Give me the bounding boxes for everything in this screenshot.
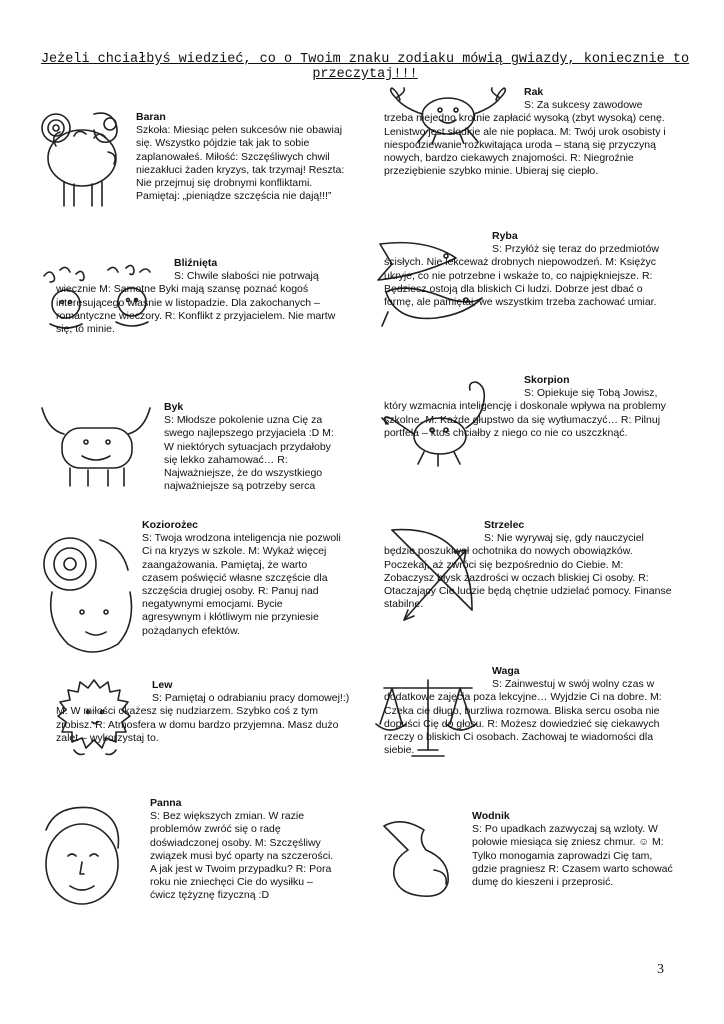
sign-name: Ryba (492, 230, 518, 242)
sign-lew (56, 679, 356, 745)
sign-name: Wodnik (472, 810, 510, 822)
page-title: Jeżeli chciałbyś wiedzieć, co o Twoim znaku zodiaku mówią gwiazdy, koniecznie to przeczytaj!!! (40, 52, 690, 82)
sign-name: Bliźnięta (174, 257, 218, 269)
page-number: 3 (657, 962, 664, 977)
sign-name: Koziorożec (142, 519, 199, 531)
sign-text: S: Po upadkach zazwyczaj są wzloty. W połowie miesiąca się zniesz chmur. ☺ M: Tylko monogamia zaprowadzi Cię tam, gdzie pragniesz R: Czasem warto schować dumę do kieszeni i przeprosić. (472, 823, 673, 889)
sign-text: S: Chwile słabości nie potrwają wiecznie M: Samotne Byki mają szansę poznać kogoś interesującego właśnie w listopadzie. Dla zakochanych – romantyczne wieczory. R: Konflikt z przyjacielem. Nie martw się, to minie. (56, 270, 336, 336)
sign-name: Byk (164, 401, 184, 413)
sign-text: S: Za sukcesy zawodowe trzeba niejedno krotnie zapłacić wysoką (zbyt wysoką) cenę. Lenistwo jest słodkie ale nie popłaca. M: Twój urok osobisty i niespodziewanie rozkwitająca uroda – staną się przyczyną nowych, bardzo ciekawych znajomości. R: Niegroźnie przeziębienie szybko minie. Ubieraj się ciepło. (384, 99, 666, 178)
ram-icon (34, 96, 130, 214)
sign-name: Skorpion (524, 374, 570, 386)
sign-name: Baran (136, 111, 166, 123)
sign-name: Rak (524, 86, 544, 98)
sign-baran (136, 111, 346, 203)
goat-icon (34, 528, 146, 658)
sign-strzelec (384, 519, 674, 611)
sign-text: S: Twoja wrodzona inteligencja nie pozwoli Ci na kryzys w szkole. M: Wykaż więcej zaangażowania. Pamiętaj, że warto czasem poświęcić własne szczęście dla szczęścia drugiej osoby. R: Panuj nad negatywnymi emocjami. Bycie agresywnym i kłótliwym nie przyniesie pożądanych efektów. (142, 532, 341, 637)
sign-panna (150, 797, 340, 903)
sign-text: S: Opiekuje się Tobą Jowisz, który wzmacnia inteligencję i doskonale wpływa na problemy szkolne. M: Każde głupstwo da się wytłumaczyć… R: Pilnuj portfela – ktoś chciałby z niego co nie co uszczknąć. (384, 387, 666, 439)
sign-text: S: Pamiętaj o odrabianiu pracy domowej!:) M: W miłości okażesz się nudziarzem. Szybko coś z tym zrobisz. R: Atmosfera w domu bardzo przyjemna. Masz dużo zalet – wykorzystaj to. (56, 692, 350, 744)
sign-text: S: Przyłóż się teraz do przedmiotów ścisłych. Nie lekceważ drobnych niepowodzeń. M: Księżyc ukryje, co nie potrzebne i wskaże to, co najpiękniejsze. R: Będziesz ostoją dla bliskich Ci ludzi. Dobrze jest dbać o formę, ale pamiętaj, we wszystkim trzeba zachować umiar. (384, 243, 659, 309)
sign-koziorozec (142, 519, 342, 638)
sign-skorpion (384, 374, 674, 440)
sign-text: S: Zainwestuj w swój wolny czas w dodatkowe zajęcia poza lekcyjne… Wyjdzie Ci na dobre. M: Czeka cie długo, burzliwa rozmowa. Bliska sercu osoba nie dopuści Cię do głosu. R: Możesz dowiedzieć się ciekawych rzeczy o bliskich Ci osobach. Zachowaj te wiadomości dla siebie. (384, 678, 662, 757)
sign-name: Waga (492, 665, 520, 677)
girl-icon (32, 800, 132, 912)
sign-ryba (384, 230, 674, 309)
sign-bliznieta (56, 257, 346, 336)
sign-name: Strzelec (484, 519, 525, 531)
jug-icon (374, 812, 464, 902)
sign-byk (164, 401, 344, 493)
sign-name: Lew (152, 679, 173, 691)
sign-text: S: Młodsze pokolenie uzna Cię za swego najlepszego przyjaciela :D M: W niektórych sytuacjach przydałoby się lekko zahamować… R: Najważniejsze, że do wszystkiego najważniejsze są potrzeby serca (164, 414, 334, 493)
sign-wodnik (472, 810, 678, 889)
sign-waga (384, 665, 674, 757)
sign-text: S: Nie wyrywaj się, gdy nauczyciel będzie poszukiwał ochotnika do nowych obowiązków. Poczekaj, aż zwróci się bezpośrednio do Ciebie. M: Zobaczysz błysk zazdrości w oczach bliskiej Ci osoby. R: Otaczający Cie ludzie będą chętnie udzielać pomocy. Finanse stabilne. (384, 532, 672, 611)
sign-rak (384, 86, 674, 178)
bull-icon (36, 398, 156, 490)
sign-name: Panna (150, 797, 182, 809)
sign-text: S: Bez większych zmian. W razie problemów zwróć się o radę doświadczonej osoby. M: Szczęśliwy związek musi być oparty na szczerości. A jak jest w Twoim przypadku? R: Pora roku nie zniechęci Cie do wysiłku – ćwicz tężyznę fizyczną :D (150, 810, 334, 902)
sign-text: Szkoła: Miesiąc pełen sukcesów nie obawiaj się. Wszystko pójdzie tak jak to sobie zaplanowałeś. Miłość: Szczęśliwych chwil niezakłuci żaden kryzys, tak trzymaj! Reszta: Nie przejmuj się drobnymi konfliktami. Pamiętaj: „pieniądze szczęścia nie dają!!!” (136, 124, 345, 203)
